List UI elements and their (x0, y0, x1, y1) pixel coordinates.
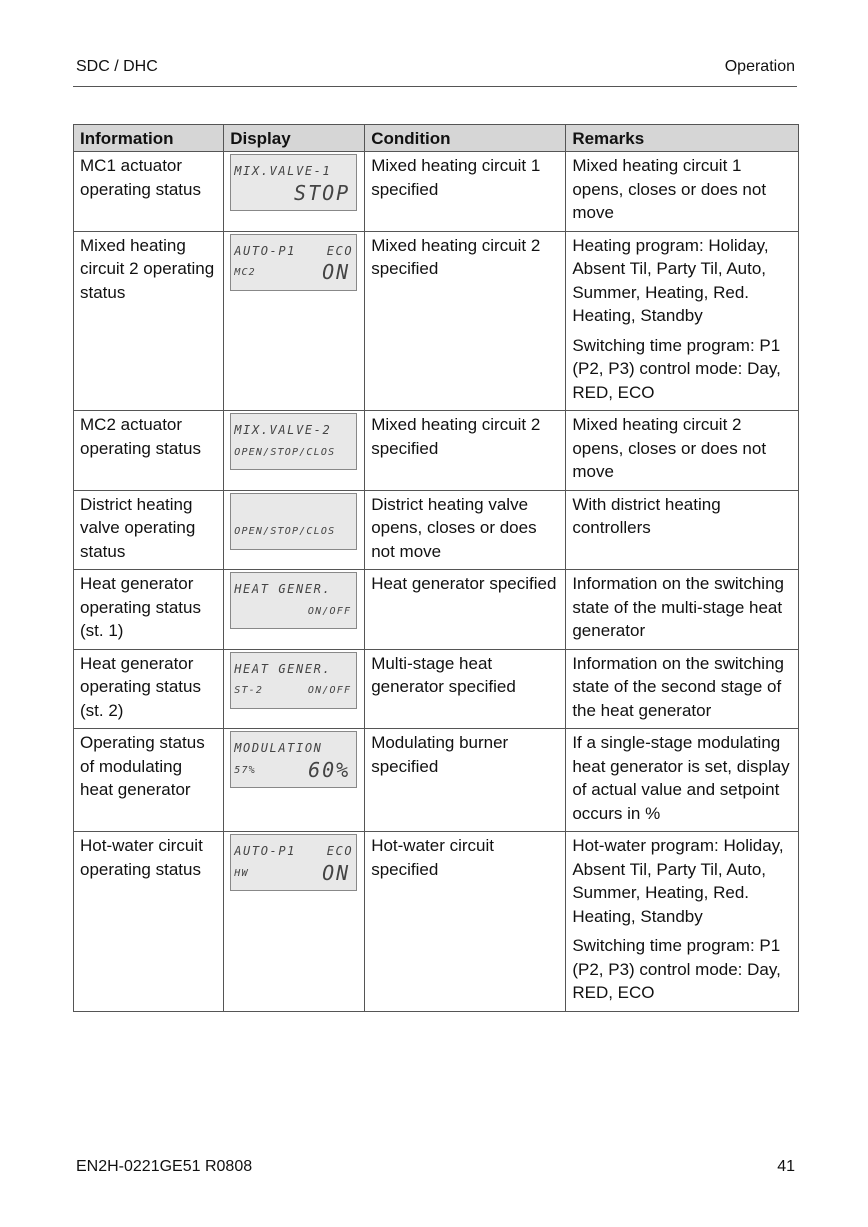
lcd-line2: MC2 (234, 267, 256, 278)
lcd-line2: OPEN/STOP/CLOS (234, 446, 336, 458)
header-divider (73, 86, 797, 87)
footer-document-code: EN2H-0221GE51 R0808 (76, 1158, 253, 1175)
remarks-paragraph: Information on the switching state of the multi-stage heat generator (572, 574, 784, 640)
table-row (74, 490, 799, 570)
cell-remarks (566, 231, 799, 411)
lcd-line1: HEAT GENER. (234, 661, 332, 676)
remarks-paragraph: Hot-water program: Holiday, Absent Til, Party Til, Auto, Summer, Heating, Red. Heating, Standby (572, 836, 784, 926)
cell-display (224, 570, 365, 650)
lcd-big-value: ON (322, 260, 351, 284)
operation-info-table (73, 124, 799, 1012)
cell-information: Mixed heating circuit 2 operating status (74, 231, 224, 411)
table-row (74, 649, 799, 729)
lcd-display (230, 413, 357, 470)
lcd-line2: ST-2 (234, 685, 264, 696)
cell-display (224, 832, 365, 1012)
cell-remarks (566, 729, 799, 832)
lcd-display (230, 234, 357, 291)
cell-information: Operating status of modulating heat generator (74, 729, 224, 832)
table-row (74, 832, 799, 1012)
lcd-line1: MIX.VALVE-2 (234, 423, 332, 437)
table-row (74, 411, 799, 491)
table-row (74, 570, 799, 650)
cell-display (224, 649, 365, 729)
cell-condition: Hot-water circuit specified (365, 832, 566, 1012)
lcd-line1: MODULATION (234, 741, 323, 755)
lcd-line2: 57% (234, 764, 256, 776)
lcd-line1: AUTO-P1 (234, 243, 296, 258)
lcd-big-value: 60% (308, 757, 351, 782)
cell-information: MC2 actuator operating status (74, 411, 224, 491)
column-header-information: Information (74, 125, 224, 152)
column-header-display: Display (224, 125, 365, 152)
lcd-state: ON/OFF (307, 685, 352, 696)
lcd-line1: HEAT GENER. (234, 582, 332, 596)
header-section-title: Operation (724, 58, 795, 75)
table-row (74, 152, 799, 232)
lcd-display (230, 834, 357, 891)
cell-information: MC1 actuator operating status (74, 152, 224, 232)
table-row (74, 231, 799, 411)
cell-information: Heat generator operating status (st. 2) (74, 649, 224, 729)
remarks-paragraph: Switching time program: P1 (P2, P3) control mode: Day, RED, ECO (572, 936, 781, 1002)
lcd-line1: MIX.VALVE-1 (234, 164, 332, 178)
table-header-row (74, 125, 799, 152)
lcd-display (230, 493, 357, 550)
remarks-paragraph: Mixed heating circuit 1 opens, closes or does not move (572, 156, 767, 222)
cell-remarks (566, 490, 799, 570)
lcd-mode: ECO (326, 243, 354, 258)
lcd-big-value: ON (322, 860, 351, 885)
cell-condition: District heating valve opens, closes or does not move (365, 490, 566, 570)
cell-display (224, 231, 365, 411)
cell-information: Hot-water circuit operating status (74, 832, 224, 1012)
cell-condition: Heat generator specified (365, 570, 566, 650)
cell-remarks (566, 649, 799, 729)
cell-condition: Multi-stage heat generator specified (365, 649, 566, 729)
cell-display (224, 729, 365, 832)
lcd-state: ON/OFF (307, 605, 352, 617)
table-row (74, 729, 799, 832)
cell-remarks (566, 570, 799, 650)
column-header-remarks: Remarks (566, 125, 799, 152)
remarks-paragraph: Switching time program: P1 (P2, P3) control mode: Day, RED, ECO (572, 335, 781, 402)
lcd-display (230, 572, 357, 629)
cell-condition: Mixed heating circuit 1 specified (365, 152, 566, 232)
cell-display (224, 152, 365, 232)
lcd-display (230, 731, 357, 788)
remarks-paragraph: If a single-stage modulating heat generator is set, display of actual value and setpoint occurs in % (572, 733, 790, 823)
cell-information: District heating valve operating status (74, 490, 224, 570)
cell-display (224, 490, 365, 570)
lcd-line2: HW (234, 867, 249, 879)
column-header-condition: Condition (365, 125, 566, 152)
cell-condition: Mixed heating circuit 2 specified (365, 411, 566, 491)
cell-information: Heat generator operating status (st. 1) (74, 570, 224, 650)
cell-condition: Mixed heating circuit 2 specified (365, 231, 566, 411)
lcd-display (230, 154, 357, 211)
lcd-line1: AUTO-P1 (234, 844, 296, 858)
cell-remarks (566, 832, 799, 1012)
remarks-paragraph: Heating program: Holiday, Absent Til, Party Til, Auto, Summer, Heating, Red. Heating, Standby (572, 235, 769, 325)
cell-condition: Modulating burner specified (365, 729, 566, 832)
lcd-mode: ECO (326, 844, 354, 858)
cell-remarks (566, 411, 799, 491)
remarks-paragraph: Mixed heating circuit 2 opens, closes or does not move (572, 415, 767, 481)
lcd-big-value: STOP (294, 180, 351, 205)
lcd-line2: OPEN/STOP/CLOS (234, 526, 336, 537)
remarks-paragraph: With district heating controllers (572, 494, 721, 537)
footer-page-number: 41 (777, 1158, 795, 1175)
header-document-title: SDC / DHC (76, 58, 158, 75)
cell-display (224, 411, 365, 491)
cell-remarks (566, 152, 799, 232)
remarks-paragraph: Information on the switching state of the second stage of the heat generator (572, 653, 784, 720)
lcd-display (230, 652, 357, 709)
